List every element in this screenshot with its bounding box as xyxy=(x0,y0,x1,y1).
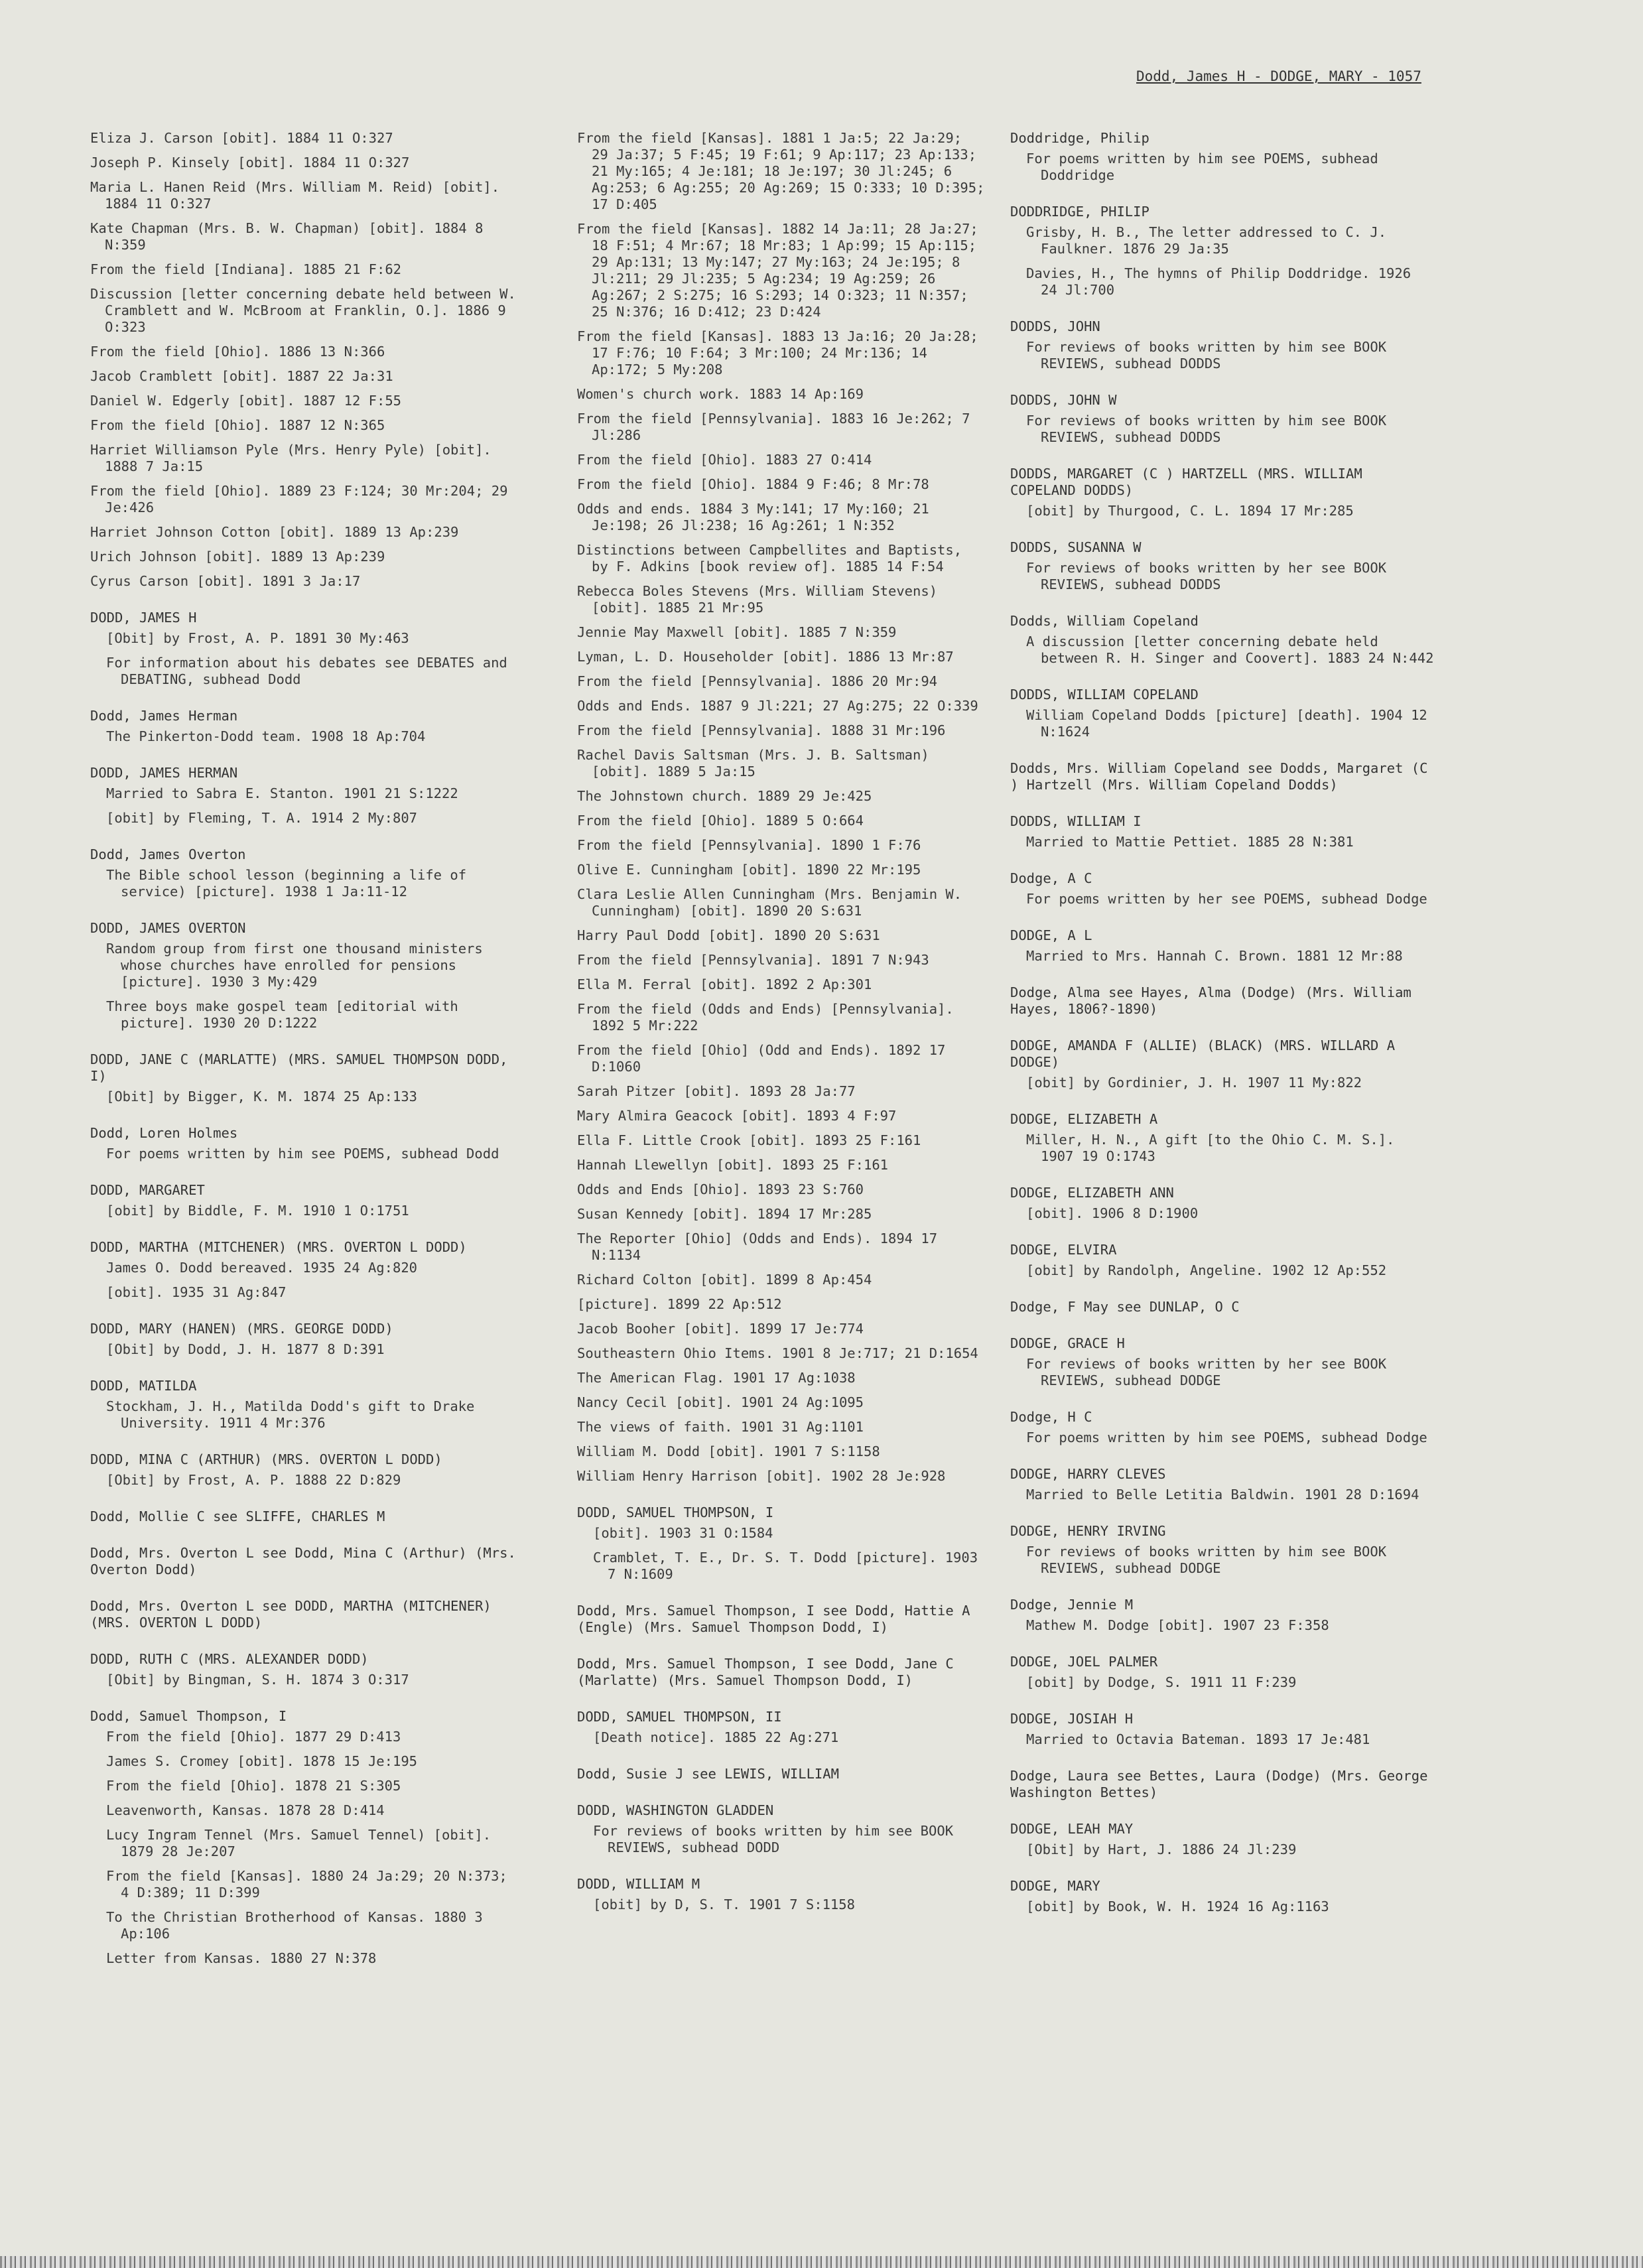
citation-entry: [obit] by Book, W. H. 1924 16 Ag:1163 xyxy=(1026,1899,1329,1914)
index-section xyxy=(577,1504,985,1583)
scan-edge-strip xyxy=(0,2256,1643,2268)
index-section xyxy=(1010,1711,1435,1748)
citation-entry: Richard Colton [obit]. 1899 8 Ap:454 xyxy=(577,1272,872,1288)
index-section xyxy=(90,1651,521,1688)
entry-heading: DODGE, GRACE H xyxy=(1010,1335,1125,1351)
entry-heading: Dodd, Mrs. Samuel Thompson, I see Dodd, Hattie A (Engle) (Mrs. Samuel Thompson Dodd, I) xyxy=(577,1603,970,1635)
citation-entry: Ella F. Little Crook [obit]. 1893 25 F:161 xyxy=(577,1132,921,1148)
entry-heading: DODD, JANE C (MARLATTE) (MRS. SAMUEL THOMPSON DODD, I) xyxy=(90,1051,508,1084)
citation-entry: Clara Leslie Allen Cunningham (Mrs. Benjamin W. Cunningham) [obit]. 1890 20 S:631 xyxy=(577,886,962,919)
entry-heading: Dodge, F May see DUNLAP, O C xyxy=(1010,1299,1240,1315)
citation-entry: Cyrus Carson [obit]. 1891 3 Ja:17 xyxy=(90,573,361,589)
citation-entry: From the field [Ohio]. 1889 23 F:124; 30 Mr:204; 29 Je:426 xyxy=(90,483,508,515)
index-section xyxy=(1010,1523,1435,1577)
citation-entry: For poems written by her see POEMS, subhead Dodge xyxy=(1026,891,1427,907)
citation-entry: From the field [Ohio]. 1889 5 O:664 xyxy=(577,813,864,829)
citation-entry: The Pinkerton-Dodd team. 1908 18 Ap:704 xyxy=(106,728,426,744)
entry-heading: Dodd, Susie J see LEWIS, WILLIAM xyxy=(577,1766,839,1782)
entry-heading: DODGE, ELVIRA xyxy=(1010,1242,1117,1258)
citation-entry: The Bible school lesson (beginning a life of service) [picture]. 1938 1 Ja:11-12 xyxy=(106,867,467,900)
citation-entry: Harry Paul Dodd [obit]. 1890 20 S:631 xyxy=(577,927,880,943)
index-section xyxy=(1010,760,1435,793)
citation-entry: [obit] by Gordinier, J. H. 1907 11 My:822 xyxy=(1026,1075,1362,1091)
citation-entry: Mathew M. Dodge [obit]. 1907 23 F:358 xyxy=(1026,1617,1329,1633)
citation-entry: [obit]. 1903 31 O:1584 xyxy=(593,1525,773,1541)
citation-entry: Rachel Davis Saltsman (Mrs. J. B. Saltsman) [obit]. 1889 5 Ja:15 xyxy=(577,747,929,779)
entry-heading: DODD, WASHINGTON GLADDEN xyxy=(577,1802,774,1818)
entry-heading: DODD, MARTHA (MITCHENER) (MRS. OVERTON L DODD) xyxy=(90,1239,467,1255)
index-section xyxy=(90,1321,521,1358)
index-section xyxy=(1010,1185,1435,1222)
index-section xyxy=(90,1378,521,1432)
index-section xyxy=(1010,870,1435,907)
index-section xyxy=(577,1656,985,1689)
entry-heading: DODD, JAMES HERMAN xyxy=(90,765,238,781)
entry-heading: Dodd, Mrs. Overton L see Dodd, Mina C (Arthur) (Mrs. Overton Dodd) xyxy=(90,1545,516,1577)
citation-entry: From the field [Pennsylvania]. 1888 31 Mr:196 xyxy=(577,722,946,738)
entry-heading: DODDS, MARGARET (C ) HARTZELL (MRS. WILLIAM COPELAND DODDS) xyxy=(1010,466,1362,498)
citation-entry: Maria L. Hanen Reid (Mrs. William M. Reid) [obit]. 1884 11 O:327 xyxy=(90,179,500,212)
entry-heading: DODGE, MARY xyxy=(1010,1878,1100,1894)
entry-heading: Dodd, Samuel Thompson, I xyxy=(90,1708,287,1724)
entry-heading: DODDS, JOHN W xyxy=(1010,392,1117,408)
citation-entry: For reviews of books written by her see BOOK REVIEWS, subhead DODGE xyxy=(1026,1356,1387,1388)
citation-entry: [Obit] by Frost, A. P. 1888 22 D:829 xyxy=(106,1472,401,1488)
citation-entry: From the field [Ohio]. 1878 21 S:305 xyxy=(106,1778,401,1794)
entry-heading: DODD, JAMES H xyxy=(90,610,197,626)
citation-entry: [obit] by Dodge, S. 1911 11 F:239 xyxy=(1026,1674,1297,1690)
citation-entry: [Obit] by Dodd, J. H. 1877 8 D:391 xyxy=(106,1341,385,1357)
entry-heading: DODDRIDGE, PHILIP xyxy=(1010,204,1150,220)
citation-entry: Odds and ends. 1884 3 My:141; 17 My:160; 21 Je:198; 26 Jl:238; 16 Ag:261; 1 N:352 xyxy=(577,501,929,533)
index-section xyxy=(1010,1409,1435,1446)
citation-entry: The Johnstown church. 1889 29 Je:425 xyxy=(577,788,872,804)
entry-heading: DODGE, JOSIAH H xyxy=(1010,1711,1134,1727)
index-section xyxy=(1010,204,1435,299)
citation-entry: From the field [Pennsylvania]. 1886 20 Mr:94 xyxy=(577,673,938,689)
citation-entry: [obit] by Biddle, F. M. 1910 1 O:1751 xyxy=(106,1203,409,1219)
citation-entry: Sarah Pitzer [obit]. 1893 28 Ja:77 xyxy=(577,1083,856,1099)
entry-heading: Dodds, Mrs. William Copeland see Dodds, Margaret (C ) Hartzell (Mrs. William Copeland Dodds) xyxy=(1010,760,1428,793)
index-section xyxy=(90,1239,521,1301)
citation-entry: From the field [Kansas]. 1882 14 Ja:11; 28 Ja:27; 18 F:51; 4 Mr:67; 18 Mr:83; 1 Ap:99; 15 Ap:115; 29 Ap:131; 13 My:147; 27 My:163; 24 Je:195; 8 Jl:211; 29 Jl:235; 5 Ag:234; 19 Ag:259; 26 Ag:267; 2 S:275; 16 S:293; 14 O:323; 11 N:357; 25 N:376; 16 D:412; 23 D:424 xyxy=(577,221,978,320)
citation-entry: Davies, H., The hymns of Philip Doddridge. 1926 24 Jl:700 xyxy=(1026,265,1412,298)
index-section xyxy=(90,920,521,1032)
citation-entry: Married to Mrs. Hannah C. Brown. 1881 12 Mr:88 xyxy=(1026,948,1403,964)
entry-heading: Dodge, H C xyxy=(1010,1409,1092,1425)
citation-entry: Leavenworth, Kansas. 1878 28 D:414 xyxy=(106,1802,385,1818)
citation-entry: For reviews of books written by him see BOOK REVIEWS, subhead DODGE xyxy=(1026,1544,1387,1576)
entry-heading: Dodge, Jennie M xyxy=(1010,1597,1134,1613)
index-section xyxy=(90,1708,521,1967)
citation-entry: Married to Belle Letitia Baldwin. 1901 28 D:1694 xyxy=(1026,1487,1419,1502)
citation-entry: [obit] by Thurgood, C. L. 1894 17 Mr:285 xyxy=(1026,503,1354,519)
citation-entry: From the field [Ohio]. 1886 13 N:366 xyxy=(90,344,385,360)
index-column-1 xyxy=(90,130,521,1987)
citation-entry: Rebecca Boles Stevens (Mrs. William Stevens) [obit]. 1885 21 Mr:95 xyxy=(577,583,938,616)
citation-entry: Mary Almira Geacock [obit]. 1893 4 F:97 xyxy=(577,1108,897,1124)
entry-heading: Dodd, James Overton xyxy=(90,846,246,862)
index-section xyxy=(1010,392,1435,446)
citation-entry: [Obit] by Bigger, K. M. 1874 25 Ap:133 xyxy=(106,1089,417,1104)
citation-entry: Three boys make gospel team [editorial with picture]. 1930 20 D:1222 xyxy=(106,998,458,1031)
index-section xyxy=(90,1451,521,1489)
index-section xyxy=(1010,466,1435,519)
index-section xyxy=(1010,1111,1435,1165)
entry-heading: DODGE, ELIZABETH ANN xyxy=(1010,1185,1174,1201)
entry-heading: Dodge, A C xyxy=(1010,870,1092,886)
citation-entry: Olive E. Cunningham [obit]. 1890 22 Mr:195 xyxy=(577,862,921,878)
entry-heading: DODGE, AMANDA F (ALLIE) (BLACK) (MRS. WILLARD A DODGE) xyxy=(1010,1037,1396,1070)
entry-heading: Dodd, Mrs. Overton L see DODD, MARTHA (MITCHENER) (MRS. OVERTON L DODD) xyxy=(90,1598,492,1631)
citation-entry: Married to Sabra E. Stanton. 1901 21 S:1222 xyxy=(106,785,458,801)
citation-entry: Jacob Booher [obit]. 1899 17 Je:774 xyxy=(577,1321,864,1337)
citation-entry: Urich Johnson [obit]. 1889 13 Ap:239 xyxy=(90,549,385,565)
citation-entry: From the field [Ohio]. 1877 29 D:413 xyxy=(106,1729,401,1745)
citation-entry: Joseph P. Kinsely [obit]. 1884 11 O:327 xyxy=(90,155,410,170)
index-section xyxy=(1010,1768,1435,1801)
index-section xyxy=(1010,1878,1435,1915)
citation-entry: From the field [Pennsylvania]. 1883 16 Je:262; 7 Jl:286 xyxy=(577,411,970,443)
citation-entry: From the field [Ohio] (Odd and Ends). 1892 17 D:1060 xyxy=(577,1042,946,1075)
citation-entry: For poems written by him see POEMS, subhead Dodd xyxy=(106,1146,499,1162)
citation-entry: From the field [Indiana]. 1885 21 F:62 xyxy=(90,261,401,277)
citation-entry: For reviews of books written by him see BOOK REVIEWS, subhead DODD xyxy=(593,1823,954,1855)
citation-entry: To the Christian Brotherhood of Kansas. 1880 3 Ap:106 xyxy=(106,1909,483,1942)
index-section xyxy=(90,708,521,745)
entry-heading: DODGE, JOEL PALMER xyxy=(1010,1654,1158,1670)
citation-entry: Miller, H. N., A gift [to the Ohio C. M. S.]. 1907 19 O:1743 xyxy=(1026,1132,1395,1164)
page-running-header: Dodd, James H - DODGE, MARY - 1057 xyxy=(1136,68,1421,84)
citation-entry: [obit] by Fleming, T. A. 1914 2 My:807 xyxy=(106,810,417,826)
entry-heading: DODGE, HENRY IRVING xyxy=(1010,1523,1166,1539)
citation-entry: The views of faith. 1901 31 Ag:1101 xyxy=(577,1419,864,1435)
citation-entry: Daniel W. Edgerly [obit]. 1887 12 F:55 xyxy=(90,393,401,409)
index-section xyxy=(90,610,521,688)
index-section xyxy=(577,130,985,1485)
entry-heading: DODDS, WILLIAM I xyxy=(1010,813,1142,829)
entry-heading: DODD, MARY (HANEN) (MRS. GEORGE DODD) xyxy=(90,1321,393,1337)
citation-entry: Hannah Llewellyn [obit]. 1893 25 F:161 xyxy=(577,1157,888,1173)
citation-entry: Letter from Kansas. 1880 27 N:378 xyxy=(106,1950,377,1966)
citation-entry: Jacob Cramblett [obit]. 1887 22 Ja:31 xyxy=(90,368,393,384)
citation-entry: From the field [Kansas]. 1880 24 Ja:29; 20 N:373; 4 D:389; 11 D:399 xyxy=(106,1868,507,1901)
entry-heading: DODDS, WILLIAM COPELAND xyxy=(1010,687,1199,702)
citation-entry: For poems written by him see POEMS, subhead Doddridge xyxy=(1026,151,1378,183)
citation-entry: Odds and Ends [Ohio]. 1893 23 S:760 xyxy=(577,1181,864,1197)
citation-entry: Married to Mattie Pettiet. 1885 28 N:381 xyxy=(1026,834,1354,850)
index-section xyxy=(1010,1466,1435,1503)
citation-entry: Nancy Cecil [obit]. 1901 24 Ag:1095 xyxy=(577,1394,864,1410)
index-section xyxy=(1010,687,1435,740)
citation-entry: Lyman, L. D. Householder [obit]. 1886 13 Mr:87 xyxy=(577,649,954,665)
entry-heading: DODD, MATILDA xyxy=(90,1378,197,1394)
index-section xyxy=(90,765,521,827)
citation-entry: Married to Octavia Bateman. 1893 17 Je:481 xyxy=(1026,1731,1370,1747)
citation-entry: Grisby, H. B., The letter addressed to C. J. Faulkner. 1876 29 Ja:35 xyxy=(1026,224,1387,257)
citation-entry: Odds and Ends. 1887 9 Jl:221; 27 Ag:275; 22 O:339 xyxy=(577,698,978,714)
entry-heading: DODD, JAMES OVERTON xyxy=(90,920,246,936)
citation-entry: James S. Cromey [obit]. 1878 15 Je:195 xyxy=(106,1753,417,1769)
citation-entry: The American Flag. 1901 17 Ag:1038 xyxy=(577,1370,856,1386)
index-section xyxy=(577,1709,985,1746)
citation-entry: Stockham, J. H., Matilda Dodd's gift to Drake University. 1911 4 Mr:376 xyxy=(106,1398,475,1431)
citation-entry: Jennie May Maxwell [obit]. 1885 7 N:359 xyxy=(577,624,897,640)
citation-entry: James O. Dodd bereaved. 1935 24 Ag:820 xyxy=(106,1260,417,1276)
citation-entry: The Reporter [Ohio] (Odds and Ends). 1894 17 N:1134 xyxy=(577,1231,938,1263)
entry-heading: DODDS, JOHN xyxy=(1010,318,1100,334)
citation-entry: Random group from first one thousand ministers whose churches have enrolled for pensions [picture]. 1930 3 My:429 xyxy=(106,941,483,990)
index-section xyxy=(577,1876,985,1913)
citation-entry: A discussion [letter concerning debate held between R. H. Singer and Coovert]. 1883 24 N:442 xyxy=(1026,634,1434,666)
citation-entry: Harriet Williamson Pyle (Mrs. Henry Pyle) [obit]. 1888 7 Ja:15 xyxy=(90,442,492,474)
index-section xyxy=(90,846,521,900)
index-column-3 xyxy=(1010,130,1435,1935)
citation-entry: Cramblet, T. E., Dr. S. T. Dodd [picture]. 1903 7 N:1609 xyxy=(593,1550,978,1582)
citation-entry: For reviews of books written by him see BOOK REVIEWS, subhead DODDS xyxy=(1026,413,1387,445)
index-section xyxy=(1010,1299,1435,1315)
citation-entry: For information about his debates see DEBATES and DEBATING, subhead Dodd xyxy=(106,655,507,687)
citation-entry: Lucy Ingram Tennel (Mrs. Samuel Tennel) [obit]. 1879 28 Je:207 xyxy=(106,1827,492,1859)
citation-entry: [obit] by D, S. T. 1901 7 S:1158 xyxy=(593,1897,855,1912)
citation-entry: William Copeland Dodds [picture] [death]. 1904 12 N:1624 xyxy=(1026,707,1427,740)
index-section xyxy=(577,1802,985,1856)
entry-heading: DODD, MARGARET xyxy=(90,1182,205,1198)
entry-heading: DODD, RUTH C (MRS. ALEXANDER DODD) xyxy=(90,1651,369,1667)
entry-heading: DODDS, SUSANNA W xyxy=(1010,539,1142,555)
index-section xyxy=(90,1182,521,1219)
citation-entry: From the field [Pennsylvania]. 1890 1 F:76 xyxy=(577,837,921,853)
index-section xyxy=(1010,1654,1435,1691)
citation-entry: [obit]. 1906 8 D:1900 xyxy=(1026,1205,1199,1221)
citation-entry: From the field [Ohio]. 1883 27 O:414 xyxy=(577,452,872,468)
citation-entry: [Obit] by Bingman, S. H. 1874 3 O:317 xyxy=(106,1672,409,1688)
citation-entry: Kate Chapman (Mrs. B. W. Chapman) [obit]. 1884 8 N:359 xyxy=(90,220,484,253)
index-section xyxy=(1010,1242,1435,1279)
entry-heading: Dodd, James Herman xyxy=(90,708,238,724)
citation-entry: Ella M. Ferral [obit]. 1892 2 Ap:301 xyxy=(577,976,872,992)
citation-entry: From the field (Odds and Ends) [Pennsylvania]. 1892 5 Mr:222 xyxy=(577,1001,954,1034)
citation-entry: Discussion [letter concerning debate held between W. Cramblett and W. McBroom at Franklin, O.]. 1886 9 O:323 xyxy=(90,286,516,335)
entry-heading: DODD, WILLIAM M xyxy=(577,1876,700,1892)
citation-entry: [Death notice]. 1885 22 Ag:271 xyxy=(593,1729,839,1745)
entry-heading: DODGE, ELIZABETH A xyxy=(1010,1111,1158,1127)
citation-entry: [obit]. 1935 31 Ag:847 xyxy=(106,1284,287,1300)
citation-entry: For poems written by him see POEMS, subhead Dodge xyxy=(1026,1430,1427,1445)
citation-entry: Harriet Johnson Cotton [obit]. 1889 13 Ap:239 xyxy=(90,524,459,540)
citation-entry: From the field [Ohio]. 1884 9 F:46; 8 Mr:78 xyxy=(577,476,929,492)
entry-heading: DODD, SAMUEL THOMPSON, II xyxy=(577,1709,782,1725)
entry-heading: DODGE, HARRY CLEVES xyxy=(1010,1466,1166,1482)
entry-heading: DODGE, LEAH MAY xyxy=(1010,1821,1134,1837)
citation-entry: From the field [Pennsylvania]. 1891 7 N:943 xyxy=(577,952,929,968)
entry-heading: Dodge, Alma see Hayes, Alma (Dodge) (Mrs. William Hayes, 1806?-1890) xyxy=(1010,984,1412,1017)
entry-heading: DODD, SAMUEL THOMPSON, I xyxy=(577,1504,774,1520)
citation-entry: [Obit] by Frost, A. P. 1891 30 My:463 xyxy=(106,630,409,646)
index-section xyxy=(1010,984,1435,1018)
entry-heading: Dodd, Mrs. Samuel Thompson, I see Dodd, Jane C (Marlatte) (Mrs. Samuel Thompson Dodd, I) xyxy=(577,1656,954,1688)
index-section xyxy=(577,1603,985,1636)
citation-entry: For reviews of books written by her see BOOK REVIEWS, subhead DODDS xyxy=(1026,560,1387,592)
index-column-2 xyxy=(577,130,985,1933)
entry-heading: Dodds, William Copeland xyxy=(1010,613,1199,629)
index-section xyxy=(1010,1037,1435,1091)
index-section xyxy=(90,1545,521,1578)
entry-heading: Dodd, Loren Holmes xyxy=(90,1125,238,1141)
citation-entry: Women's church work. 1883 14 Ap:169 xyxy=(577,386,864,402)
index-section xyxy=(1010,813,1435,850)
citation-entry: [Obit] by Hart, J. 1886 24 Jl:239 xyxy=(1026,1841,1297,1857)
index-section xyxy=(577,1766,985,1782)
citation-entry: From the field [Kansas]. 1881 1 Ja:5; 22 Ja:29; 29 Ja:37; 5 F:45; 19 F:61; 9 Ap:117; 23 Ap:133; 21 My:165; 4 Je:181; 18 Je:197; 30 Jl:245; 6 Ag:253; 6 Ag:255; 20 Ag:269; 15 O:333; 10 D:395; 17 D:405 xyxy=(577,130,985,212)
index-section xyxy=(90,1125,521,1162)
entry-heading: DODD, MINA C (ARTHUR) (MRS. OVERTON L DODD) xyxy=(90,1451,442,1467)
index-section xyxy=(1010,130,1435,184)
citation-entry: Distinctions between Campbellites and Baptists, by F. Adkins [book review of]. 1885 14 F:54 xyxy=(577,542,962,574)
index-section xyxy=(1010,1335,1435,1389)
index-section xyxy=(1010,318,1435,372)
entry-heading: Doddridge, Philip xyxy=(1010,130,1150,146)
index-section xyxy=(1010,1821,1435,1858)
entry-heading: Dodge, Laura see Bettes, Laura (Dodge) (Mrs. George Washington Bettes) xyxy=(1010,1768,1428,1800)
entry-heading: Dodd, Mollie C see SLIFFE, CHARLES M xyxy=(90,1508,385,1524)
index-section xyxy=(1010,1597,1435,1634)
citation-entry: Susan Kennedy [obit]. 1894 17 Mr:285 xyxy=(577,1206,872,1222)
index-section xyxy=(90,130,521,590)
index-section xyxy=(1010,613,1435,667)
citation-entry: For reviews of books written by him see BOOK REVIEWS, subhead DODDS xyxy=(1026,339,1387,371)
index-section xyxy=(90,1598,521,1631)
index-section xyxy=(90,1508,521,1525)
citation-entry: Southeastern Ohio Items. 1901 8 Je:717; 21 D:1654 xyxy=(577,1345,978,1361)
index-section xyxy=(1010,539,1435,593)
citation-entry: From the field [Kansas]. 1883 13 Ja:16; 20 Ja:28; 17 F:76; 10 F:64; 3 Mr:100; 24 Mr:136; 14 Ap:172; 5 My:208 xyxy=(577,328,978,377)
citation-entry: [obit] by Randolph, Angeline. 1902 12 Ap:552 xyxy=(1026,1262,1387,1278)
citation-entry: From the field [Ohio]. 1887 12 N:365 xyxy=(90,417,385,433)
entry-heading: DODGE, A L xyxy=(1010,927,1092,943)
citation-entry: William M. Dodd [obit]. 1901 7 S:1158 xyxy=(577,1443,880,1459)
citation-entry: William Henry Harrison [obit]. 1902 28 Je:928 xyxy=(577,1468,946,1484)
citation-entry: [picture]. 1899 22 Ap:512 xyxy=(577,1296,782,1312)
index-section xyxy=(90,1051,521,1105)
index-section xyxy=(1010,927,1435,965)
citation-entry: Eliza J. Carson [obit]. 1884 11 O:327 xyxy=(90,130,393,146)
